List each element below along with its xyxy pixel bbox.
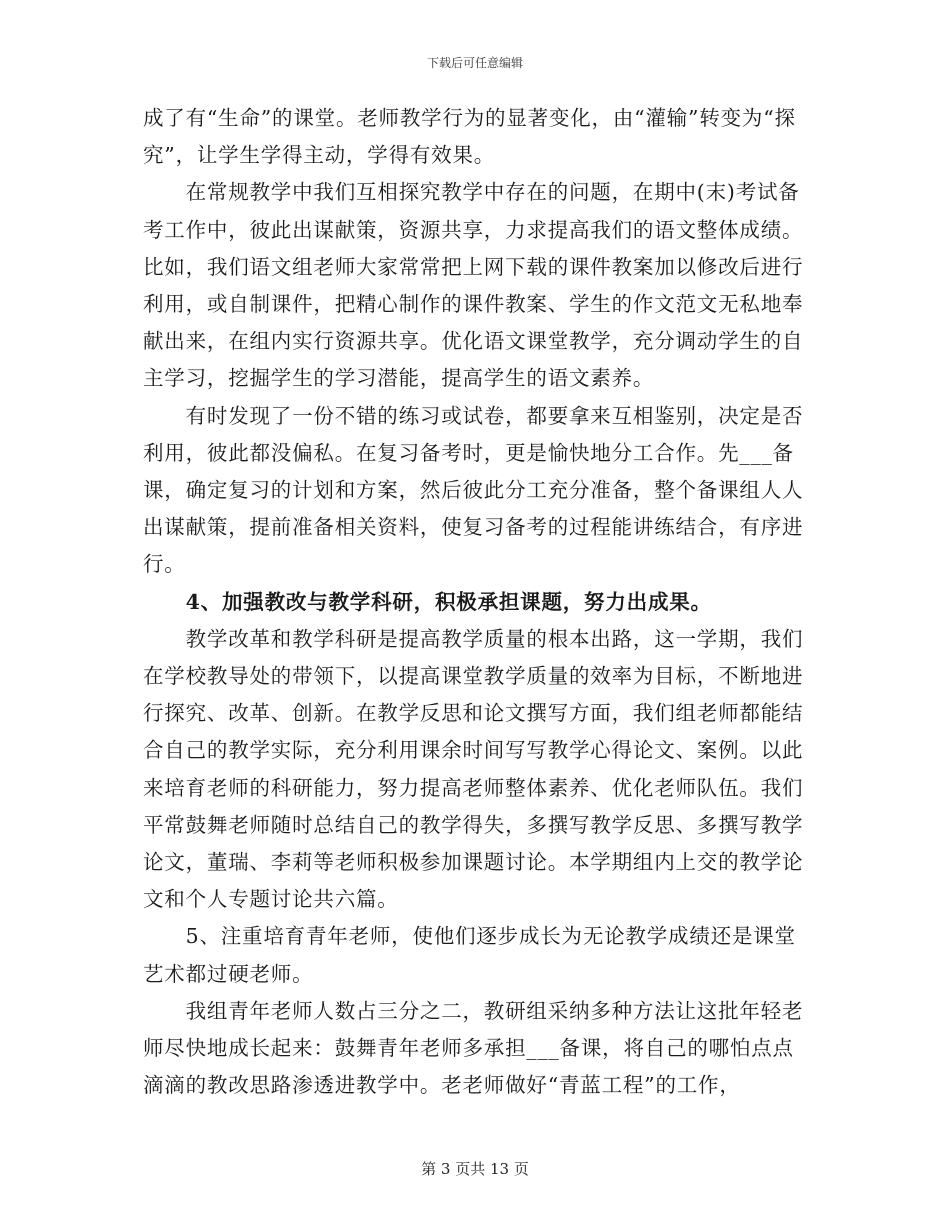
paragraph: 有时发现了一份不错的练习或试卷，都要拿来互相鉴别，决定是否利用，彼此都没偏私。在复习备考时，更是愉快地分工合作。先___备课，确定复习的计划和方案，然后彼此分工充分准备，整个备课组人人出谋献策，提前准备相关资料，使复习备考的过程能讲练结合，有序进行。 bbox=[143, 403, 804, 577]
section-heading: 5、注重培育青年老师，使他们逐步成长为无论教学成绩还是课堂艺术都过硬老师。 bbox=[143, 924, 796, 986]
document-body bbox=[143, 100, 805, 1104]
page-header: 下载后可任意编辑 bbox=[426, 56, 523, 70]
paragraph: 我组青年老师人数占三分之二，教研组采纳多种方法让这批年轻老师尽快地成长起来：鼓舞青年老师多承担___备课，将自己的哪怕点点滴滴的教改思路渗透进教学中。老老师做好“青蓝工程”的工作， bbox=[143, 998, 804, 1098]
section-heading: 4、加强教改与教学科研，积极承担课题，努力出成果。 bbox=[143, 589, 712, 614]
paragraph: 教学改革和教学科研是提高教学质量的根本出路，这一学期，我们在学校教导处的带领下，以提高课堂教学质量的效率为目标，不断地进行探究、改革、创新。在教学反思和论文撰写方面，我们组老师都能结合自己的教学实际，充分利用课余时间写写教学心得论文、案例。以此来培育老师的科研能力，努力提高老师整体素养、优化老师队伍。我们平常鼓舞老师随时总结自己的教学得失，多撰写教学反思、多撰写教学论文，董瑞、李莉等老师积极参加课题讨论。本学期组内上交的教学论文和个人专题讨论共六篇。 bbox=[143, 626, 804, 912]
page-footer: 第 3 页共 13 页 bbox=[421, 1160, 529, 1178]
paragraph: 在常规教学中我们互相探究教学中存在的问题，在期中(末)考试备考工作中，彼此出谋献策，资源共享，力求提高我们的语文整体成绩。比如，我们语文组老师大家常常把上网下载的课件教案加以修改后进行利用，或自制课件，把精心制作的课件教案、学生的作文范文无私地奉献出来，在组内实行资源共享。优化语文课堂教学，充分调动学生的自主学习，挖掘学生的学习潜能，提高学生的语文素养。 bbox=[143, 180, 804, 391]
paragraph: 成了有“生命”的课堂。老师教学行为的显著变化，由“灌输”转变为“探究”，让学生学得主动，学得有效果。 bbox=[143, 106, 796, 168]
